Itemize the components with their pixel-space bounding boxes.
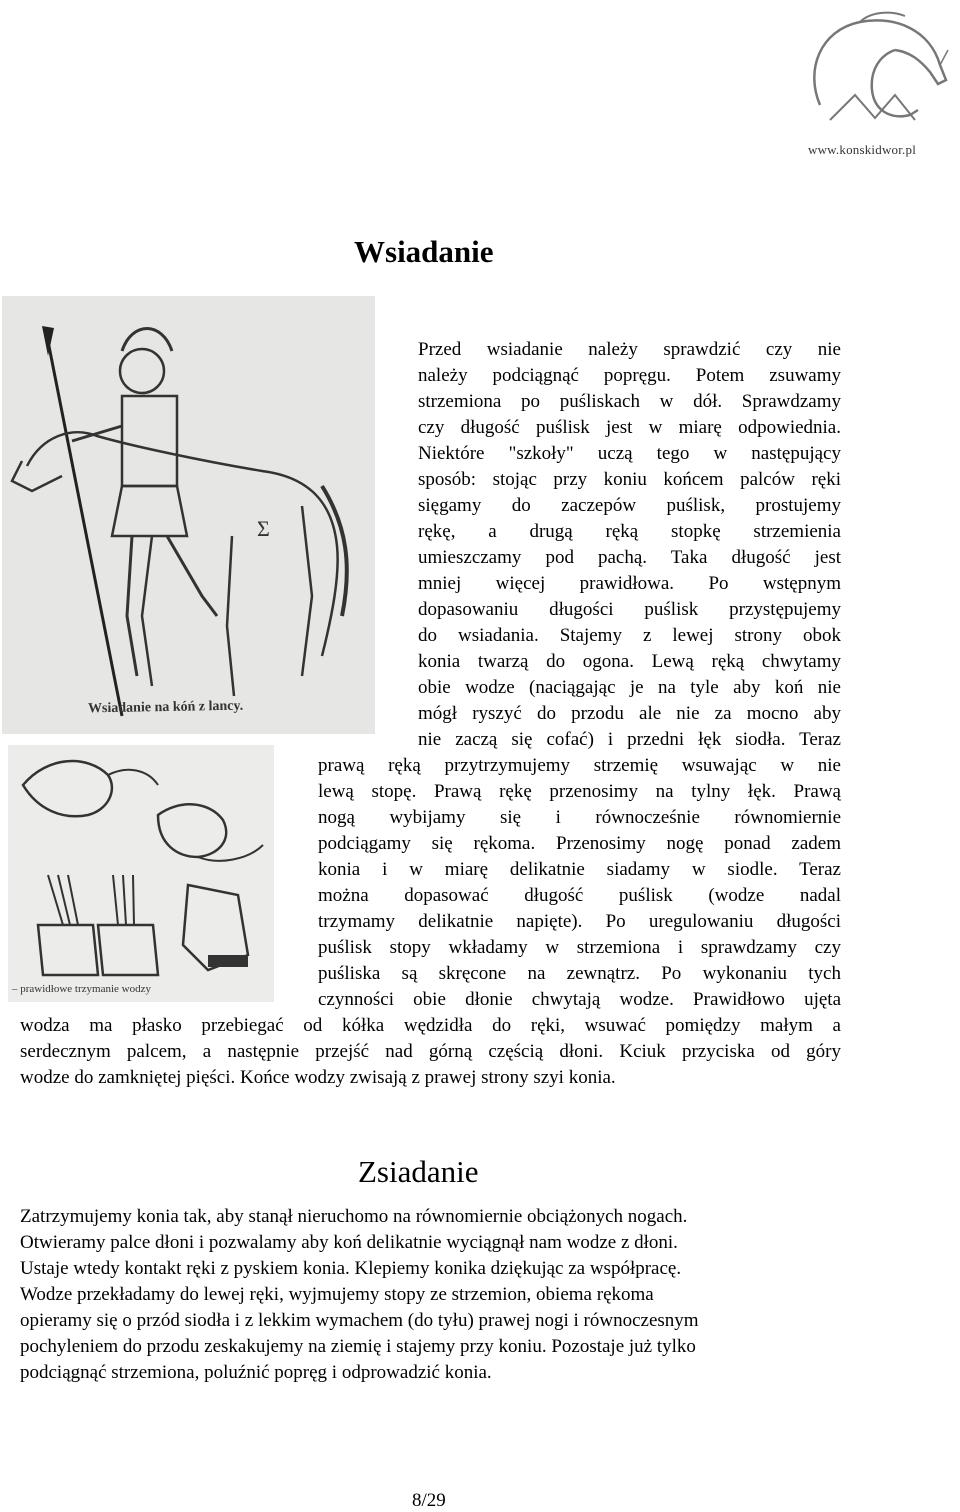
text-line: sposób: stojąc przy koniu końcem palców ręki (418, 469, 841, 490)
text-line: mniej więcej prawidłowa. Po wstępnym (418, 573, 841, 594)
text-line: sięgamy do zaczepów puślisk, prostujemy (418, 495, 841, 516)
text-line: konia twarzą do ogona. Lewą ręką chwytamy (418, 651, 841, 672)
text-line: podciągamy się rękoma. Przenosimy nogę ponad zadem (318, 833, 841, 854)
text-line: mógł ryszyć do przodu ale nie za mocno aby (418, 703, 841, 724)
text-line: prawą ręką przytrzymujemy strzemię wsuwając w nie (318, 755, 841, 776)
site-logo (800, 10, 950, 162)
hands-reins-drawing (8, 745, 274, 1002)
section-title-zsiadanie: Zsiadanie (358, 1154, 479, 1189)
warrior-horse-drawing (2, 296, 375, 734)
site-url: www.konskidwor.pl (808, 142, 917, 157)
text-line: lewą stopę. Prawą rękę przenosimy na tylny łęk. Prawą (318, 781, 841, 802)
text-line: do wsiadania. Stajemy z lewej strony obok (418, 625, 841, 646)
mounting-illustration (2, 296, 375, 734)
text-line: puślisk stopy wkładamy w strzemiona i sprawdzamy czy (318, 937, 841, 958)
text-line: pochyleniem do przodu zeskakujemy na ziemię i stajemy przy koniu. Pozostaje już tylko (20, 1336, 696, 1357)
page-number: 8/29 (412, 1490, 446, 1511)
text-line: Zatrzymujemy konia tak, aby stanął nieruchomo na równomiernie obciążonych nogach. (20, 1206, 688, 1227)
text-line: Ustaje wtedy kontakt ręki z pyskiem konia. Klepiemy konika dziękując za współpracę. (20, 1258, 682, 1279)
text-line: rękę, a drugą ręką stopkę strzemienia (418, 521, 841, 542)
text-line: wodze do zamkniętej pięści. Końce wodzy zwisają z prawej strony szyi konia. (20, 1067, 616, 1088)
text-line: należy podciągnąć popręgu. Potem zsuwamy (418, 365, 841, 386)
figure-caption-mounting: Wsiadanie na kóń z lancy. (87, 698, 244, 717)
text-line: czy długość puślisk jest w miarę odpowiednia. (418, 417, 841, 438)
text-line: umieszczamy pod pachą. Taka długość jest (418, 547, 841, 568)
text-line: trzymamy delikatnie napięte). Po uregulowaniu długości (318, 911, 841, 932)
text-line: podciągnąć strzemiona, poluźnić popręg i odprowadzić konia. (20, 1362, 492, 1383)
text-line: puśliska są skręcone na zewnątrz. Po wykonaniu tych (318, 963, 841, 984)
text-line: można dopasować długość puślisk (wodze nadal (318, 885, 841, 906)
text-line: strzemiona po puśliskach w dół. Sprawdzamy (418, 391, 841, 412)
text-line: serdecznym palcem, a następnie przejść nad górną częścią dłoni. Kciuk przyciska od góry (20, 1041, 841, 1062)
text-line: Przed wsiadanie należy sprawdzić czy nie (418, 339, 841, 360)
figure-caption-reins: – prawidłowe trzymanie wodzy (12, 983, 151, 995)
text-line: obie wodze (naciągając je na tyle aby koń nie (418, 677, 841, 698)
text-line: wodza ma płasko przebiegać od kółka wędzidła do ręki, wsuwać pomiędzy małym a (20, 1015, 841, 1036)
reins-holding-illustration (8, 745, 274, 1002)
horse-head-logo-icon (800, 10, 950, 140)
text-line: dopasowaniu długości puślisk przystępujemy (418, 599, 841, 620)
text-line: Niektóre "szkoły" uczą tego w następujący (418, 443, 841, 464)
text-line: konia i w miarę delikatnie siadamy w siodle. Teraz (318, 859, 841, 880)
text-line: nie zaczą się cofać) i przedni łęk siodła. Teraz (418, 729, 841, 750)
text-line: Otwieramy palce dłoni i pozwalamy aby koń delikatnie wyciągnął nam wodze z dłoni. (20, 1232, 678, 1253)
text-line: Wodze przekładamy do lewej ręki, wyjmujemy stopy ze strzemion, obiema rękoma (20, 1284, 654, 1305)
text-line: opieramy się o przód siodła i z lekkim wymachem (do tyłu) prawej nogi i równoczesnym (20, 1310, 699, 1331)
section-title-wsiadanie: Wsiadanie (354, 234, 494, 269)
text-line: czynności obie dłonie chwytają wodze. Prawidłowo ujęta (318, 989, 841, 1010)
svg-text:Σ: Σ (257, 516, 270, 541)
text-line: nogą wybijamy się i równocześnie równomiernie (318, 807, 841, 828)
